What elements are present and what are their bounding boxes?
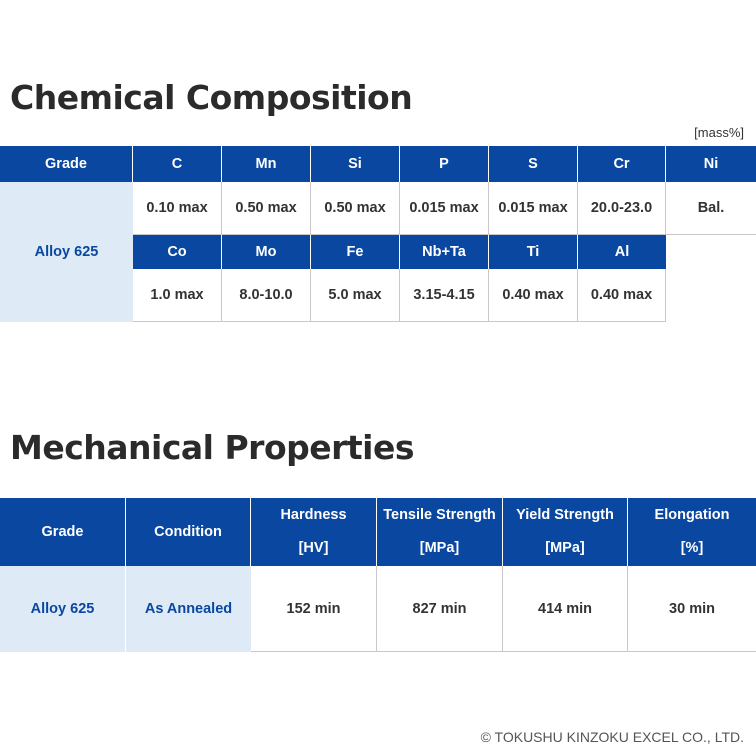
chem-grade-value: Alloy 625 — [0, 182, 133, 322]
element-header-co: Co — [133, 235, 222, 269]
element-value-si: 0.50 max — [311, 182, 400, 235]
element-value-nb-ta: 3.15-4.15 — [400, 269, 489, 322]
mech-yield-header — [503, 498, 628, 566]
element-header-p: P — [400, 146, 489, 182]
element-header-fe: Fe — [311, 235, 400, 269]
tensile-header-label: Tensile Strength — [383, 507, 496, 523]
element-header-si: Si — [311, 146, 400, 182]
mech-condition-header: Condition — [126, 498, 251, 566]
mech-elongation-header — [628, 498, 756, 566]
element-value-mo: 8.0-10.0 — [222, 269, 311, 322]
element-header-s: S — [489, 146, 578, 182]
element-value-fe: 5.0 max — [311, 269, 400, 322]
yield-header-label: Yield Strength — [516, 507, 614, 523]
mech-hardness-value: 152 min — [251, 566, 377, 652]
mass-percent-unit-note: [mass%] — [694, 125, 744, 140]
elongation-header-label: Elongation — [654, 507, 730, 523]
element-header-ni: Ni — [666, 146, 756, 182]
chemical-composition-title: Chemical Composition — [10, 78, 413, 117]
mech-yield-value: 414 min — [503, 566, 628, 652]
element-header-mo: Mo — [222, 235, 311, 269]
element-header-cr: Cr — [578, 146, 666, 182]
element-value-s: 0.015 max — [489, 182, 578, 235]
mech-condition-value: As Annealed — [126, 566, 251, 652]
element-header-al: Al — [578, 235, 666, 269]
copyright-notice: © TOKUSHU KINZOKU EXCEL CO., LTD. — [480, 729, 744, 745]
hardness-header-label: Hardness — [280, 507, 347, 523]
element-value-c: 0.10 max — [133, 182, 222, 235]
element-value-ni: Bal. — [666, 182, 756, 235]
mech-grade-value: Alloy 625 — [0, 566, 126, 652]
mech-hardness-header — [251, 498, 377, 566]
element-header-ti: Ti — [489, 235, 578, 269]
chem-grade-header: Grade — [0, 146, 133, 182]
element-header-nb-ta: Nb+Ta — [400, 235, 489, 269]
element-header-mn: Mn — [222, 146, 311, 182]
hardness-header-unit: [HV] — [298, 540, 329, 556]
yield-header-unit: [MPa] — [545, 540, 585, 556]
elongation-header-unit: [%] — [680, 540, 704, 556]
mech-elongation-value: 30 min — [628, 566, 756, 652]
mechanical-properties-title: Mechanical Properties — [10, 428, 414, 467]
element-value-al: 0.40 max — [578, 269, 666, 322]
element-value-cr: 20.0-23.0 — [578, 182, 666, 235]
mech-tensile-header — [377, 498, 503, 566]
element-value-p: 0.015 max — [400, 182, 489, 235]
mech-grade-header: Grade — [0, 498, 126, 566]
element-value-mn: 0.50 max — [222, 182, 311, 235]
element-header-c: C — [133, 146, 222, 182]
element-value-ti: 0.40 max — [489, 269, 578, 322]
element-value-co: 1.0 max — [133, 269, 222, 322]
mech-tensile-value: 827 min — [377, 566, 503, 652]
tensile-header-unit: [MPa] — [419, 540, 460, 556]
